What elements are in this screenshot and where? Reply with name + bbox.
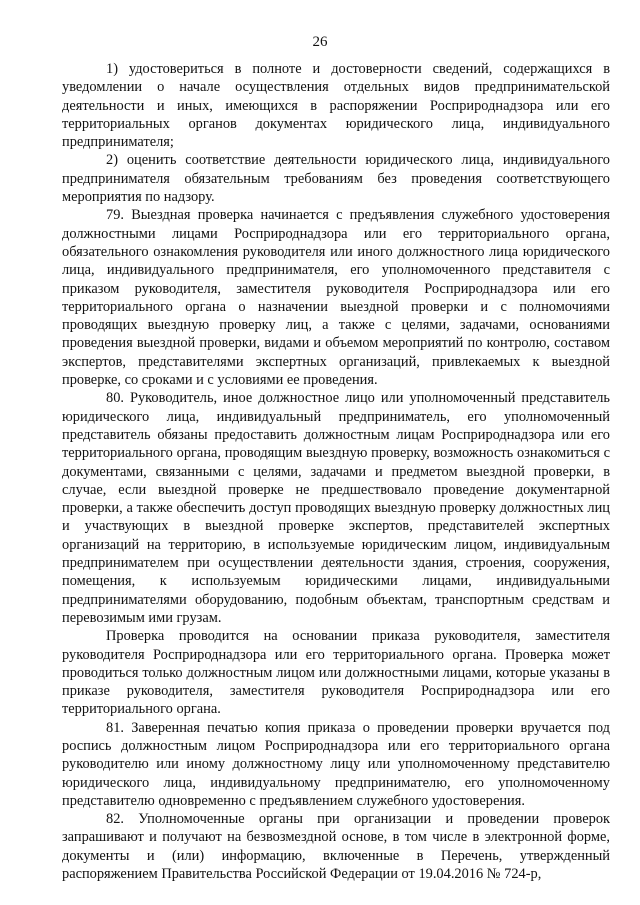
paragraph-item-2: 2) оценить соответствие деятельности юридического лица, индивидуального предпринимателя обязательным требованиям без проведения соответствующего мероприятия по надзору. [62, 152, 610, 206]
document-body [62, 60, 610, 883]
paragraph-79: 79. Выездная проверка начинается с предъявления служебного удостоверения должностными лицами Росприроднадзора или его территориального органа, обязательного ознакомления руководителя или иного должностного лица юридического лица, индивидуального предпринимателя, его уполномоченного представителя с приказом руководителя, заместителя руководителя Росприроднадзора или его территориального органа о назначении выездной проверки и с полномочиями проводящих выездную проверку лиц, а также с целями, задачами, основаниями проведения выездной проверки, видами и объемом мероприятий по контролю, составом экспертов, представителями экспертных организаций, привлекаемых к выездной проверке, со сроками и с условиями ее проведения. [62, 207, 610, 389]
paragraph-81: 81. Заверенная печатью копия приказа о проведении проверки вручается под роспись должностным лицом Росприроднадзора или его территориального органа руководителю или иному должностному лицу или уполномоченному представителю юридического лица, индивидуальному предпринимателю, его уполномоченному представителю одновременно с предъявлением служебного удостоверения. [62, 719, 610, 809]
paragraph-item-1: 1) удостовериться в полноте и достоверности сведений, содержащихся в уведомлении о начале осуществления отдельных видов предпринимательской деятельности и иных, имеющихся в распоряжении Росприроднадзора или его территориальных органов документах юридического лица, индивидуального предпринимателя; [62, 61, 610, 151]
page-number: 26 [312, 34, 328, 50]
paragraph-82: 82. Уполномоченные органы при организации и проведении проверок запрашивают и получают на безвозмездной основе, в том числе в электронной форме, документы и (или) информацию, включенные в Перечень, утвержденный распоряжением Правительства Российской Федерации от 19.04.2016 № 724-р, [62, 811, 610, 883]
paragraph-80-continuation: Проверка проводится на основании приказа руководителя, заместителя руководителя Росприроднадзора или его территориального органа. Проверка может проводиться только должностным лицом или должностными лицами, которые указаны в приказе руководителя, заместителя руководителя Росприроднадзора или его территориального органа. [62, 628, 610, 718]
paragraph-80: 80. Руководитель, иное должностное лицо или уполномоченный представитель юридического лица, индивидуальный предприниматель, его уполномоченный представитель обязаны предоставить должностным лицам Росприроднадзора или его территориального органа, проводящим выездную проверку, возможность ознакомиться с документами, связанными с целями, задачами и предметом выездной проверки, в случае, если выездной проверке не предшествовало проведение документарной проверки, а также обеспечить доступ проводящих выездную проверку должностных лиц и участвующих в выездной проверке экспертов, представителей экспертных организаций на территорию, в используемые юридическим лицом, индивидуальным предпринимателем при осуществлении деятельности здания, строения, сооружения, помещения, к используемым юридическими лицами, индивидуальными предпринимателями оборудованию, подобным объектам, транспортным средствам и перевозимым ими грузам. [62, 390, 610, 626]
